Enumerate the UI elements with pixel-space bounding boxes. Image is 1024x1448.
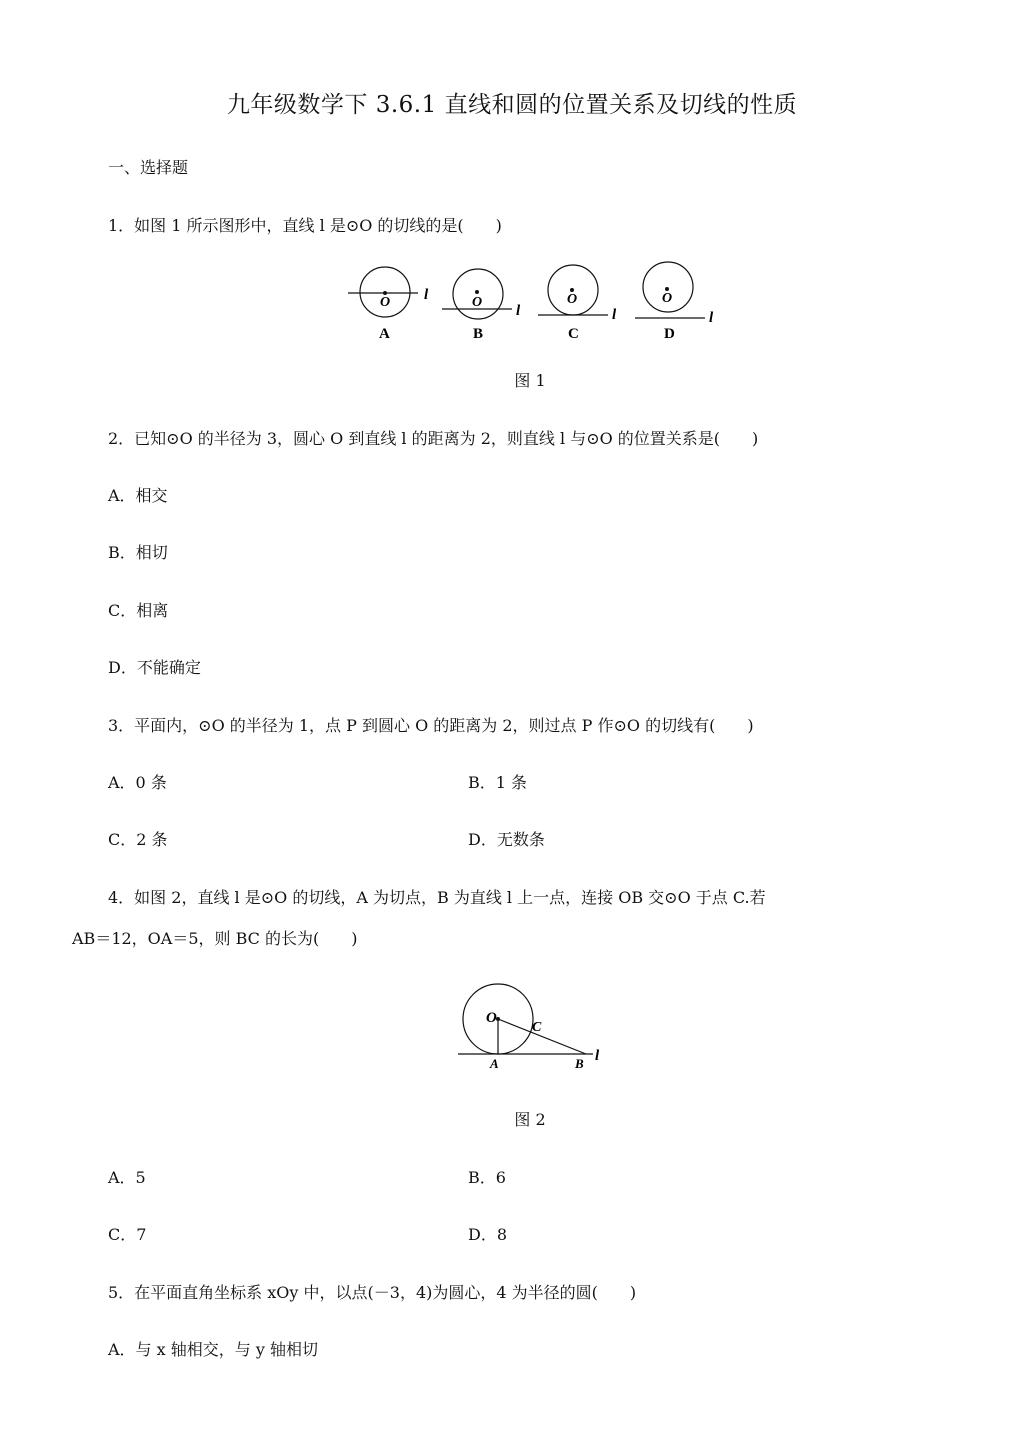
figure-1-option-c	[538, 265, 617, 342]
question-2-option-b: B．相切	[108, 543, 168, 562]
figure-1-option-a	[348, 267, 429, 342]
figure-1-d-center-label: O	[662, 291, 673, 306]
question-4-stem-line-2: AB＝12，OA＝5，则 BC 的长为( )	[72, 929, 358, 948]
figure-2-l-label: l	[595, 1048, 600, 1064]
question-5-option-a: A．与 x 轴相交，与 y 轴相切	[108, 1340, 318, 1359]
question-3-option-a: A．0 条	[108, 773, 167, 792]
figure-2-a-label: A	[490, 1056, 499, 1071]
figure-1-d-line-label: l	[709, 310, 714, 326]
page-title: 九年级数学下 3.6.1 直线和圆的位置关系及切线的性质	[226, 92, 798, 118]
question-4-stem-line-1: 4．如图 2，直线 l 是⊙O 的切线，A 为切点，B 为直线 l 上一点，连接 OB 交⊙O 于点 C.若	[108, 888, 766, 907]
figure-1-b-letter: B	[473, 326, 484, 342]
figure-1-d-letter: D	[664, 326, 675, 342]
figure-1-b-center-label: O	[472, 295, 483, 310]
question-1-stem: 1．如图 1 所示图形中，直线 l 是⊙O 的切线的是( )	[108, 216, 502, 235]
question-3-option-b: B．1 条	[468, 773, 528, 792]
question-4-option-d: D．8	[468, 1225, 508, 1244]
question-2-option-d: D．不能确定	[108, 658, 201, 677]
figure-2	[448, 978, 628, 1078]
figure-1-c-letter: C	[568, 326, 579, 342]
question-4-option-c: C．7	[108, 1225, 147, 1244]
figure-1	[340, 255, 740, 345]
figure-1-b-line-label: l	[516, 303, 521, 319]
figure-1-c-line-label: l	[612, 307, 617, 323]
figure-1-option-b	[442, 269, 521, 342]
figure-1-a-line-label: l	[424, 287, 429, 303]
question-4-option-a: A．5	[108, 1168, 146, 1187]
question-3-option-d: D．无数条	[468, 830, 545, 849]
figure-1-caption: 图 1	[514, 371, 546, 390]
question-5-stem: 5．在平面直角坐标系 xOy 中，以点(－3，4)为圆心，4 为半径的圆( )	[108, 1283, 637, 1302]
figure-1-a-center-label: O	[380, 295, 391, 310]
question-2-option-a: A．相交	[108, 486, 168, 505]
figure-2-caption: 图 2	[514, 1110, 546, 1129]
figure-1-a-letter: A	[379, 326, 390, 342]
question-4-option-b: B．6	[468, 1168, 506, 1187]
figure-1-option-d	[635, 262, 714, 342]
question-2-stem: 2．已知⊙O 的半径为 3，圆心 O 到直线 l 的距离为 2，则直线 l 与⊙O 的位置关系是( )	[108, 429, 759, 448]
question-2-option-c: C．相离	[108, 601, 169, 620]
question-3-stem: 3．平面内，⊙O 的半径为 1，点 P 到圆心 O 的距离为 2，则过点 P 作⊙O 的切线有( )	[108, 716, 754, 735]
figure-2-b-label: B	[575, 1056, 584, 1071]
figure-2-c-label: C	[532, 1020, 542, 1035]
figure-2-o-label: O	[486, 1010, 497, 1026]
figure-1-c-center-label: O	[567, 292, 578, 307]
question-3-option-c: C．2 条	[108, 830, 168, 849]
section-heading: 一、选择题	[108, 158, 189, 177]
